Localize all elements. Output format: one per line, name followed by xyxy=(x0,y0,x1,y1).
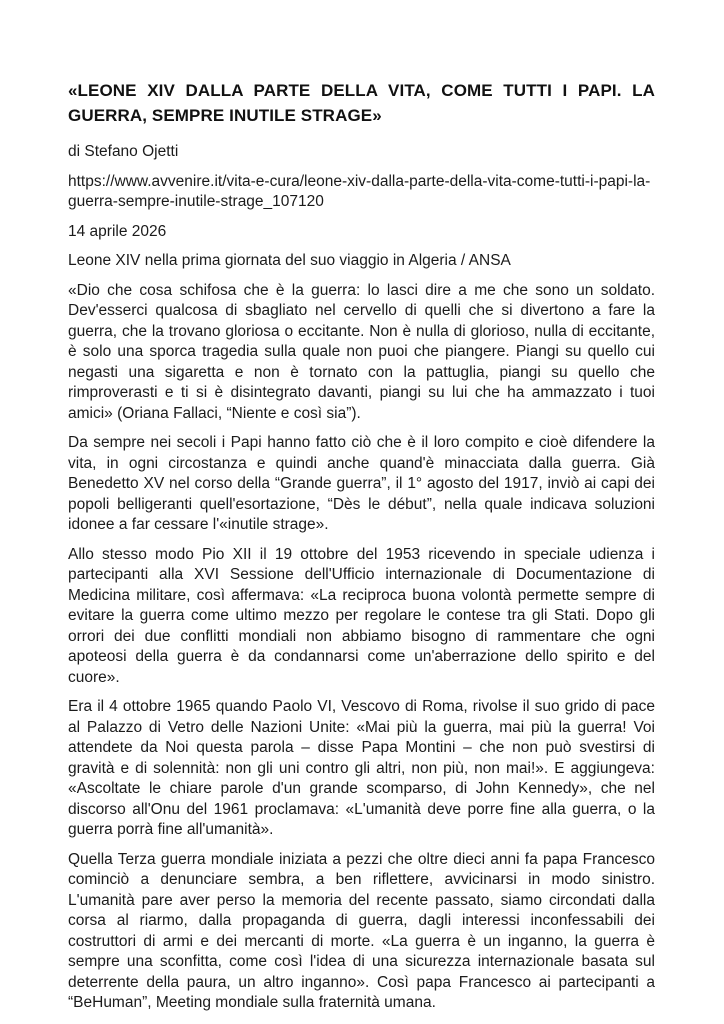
article-date: 14 aprile 2026 xyxy=(68,222,167,240)
article-paragraph: Da sempre nei secoli i Papi hanno fatto ciò che è il loro compito e cioè difendere la vita, in ogni circostanza e quindi anche quand'è minacciata dalla guerra. Già Benedetto XV nel corso della “Grande guerra”, il 1° agosto del 1917, inviò ai capi dei popoli belligeranti quell'esortazione, “Dès le début”, nella quale indicava soluzioni idonee a far cessare l'«inutile strage». xyxy=(68,434,655,533)
article-paragraph: Quella Terza guerra mondiale iniziata a pezzi che oltre dieci anni fa papa Francesco cominciò a denunciare sembra, a ben riflettere, avvicinarsi in modo sinistro. L'umanità pare aver perso la memoria del recente passato, siamo circondati dalla corsa al riarmo, dalla propaganda di guerra, dagli interessi inconfessabili dei costruttori di armi e dei mercanti di morte. «La guerra è un inganno, la guerra è sempre una sconfitta, come così l'idea di una sicurezza internazionale basata sul deterrente della paura, un altro inganno». Così papa Francesco ai partecipanti a “BeHuman”, Meeting mondiale sulla fraternità umana. xyxy=(68,850,655,1011)
article-paragraph: «Dio che cosa schifosa che è la guerra: lo lasci dire a me che sono un soldato. Dev'esserci qualcosa di sbagliato nel cervello di quelli che si divertono a fare la guerra, che la trovano gloriosa o eccitante. Non è nulla di glorioso, nulla di eccitante, è solo una sporca tragedia sulla quale non puoi che piangere. Piangi su quello cui negasti una sigaretta e non è tornato con la pattuglia, piangi su quello che rimproverasti e ti si è disintegrato davanti, piangi su lui che ha ammazzato i tuoi amici» (Oriana Fallaci, “Niente e così sia”). xyxy=(68,281,655,422)
article-byline: di Stefano Ojetti xyxy=(68,143,179,160)
article-title: «LEONE XIV DALLA PARTE DELLA VITA, COME TUTTI I PAPI. LA GUERRA, SEMPRE INUTILE STRAGE» xyxy=(68,81,655,125)
article-paragraph: Allo stesso modo Pio XII il 19 ottobre del 1953 ricevendo in speciale udienza i partecipanti alla XVI Sessione dell'Ufficio internazionale di Documentazione di Medicina militare, così affermava: «La reciproca buona volontà permette sempre di evitare la guerra come ultimo mezzo per regolare le contese tra gli Stati. Dopo gli orrori dei due conflitti mondiali non abbiamo bisogno di rammentare che ogni apoteosi della guerra è da condannarsi come un'aberrazione dello spirito e del cuore». xyxy=(68,545,655,686)
article-url-link[interactable]: https://www.avvenire.it/vita-e-cura/leone-xiv-dalla-parte-della-vita-come-tutti-i-papi-la-guerra-sempre-inutile-strage_107120 xyxy=(68,172,651,210)
article-paragraph: Era il 4 ottobre 1965 quando Paolo VI, Vescovo di Roma, rivolse il suo grido di pace al Palazzo di Vetro delle Nazioni Unite: «Mai più la guerra, mai più la guerra! Voi attendete da Noi questa parola – disse Papa Montini – che non può svestirsi di gravità e di solennità: non gli uni contro gli altri, non più, non mai!». E aggiungeva: «Ascoltate le chiare parole d'un grande scomparso, di John Kennedy», che nel discorso all'Onu del 1961 proclamava: «L'umanità deve porre fine alla guerra, o la guerra porrà fine all'umanità». xyxy=(68,698,655,838)
photo-caption: Leone XIV nella prima giornata del suo viaggio in Algeria / ANSA xyxy=(68,252,511,269)
